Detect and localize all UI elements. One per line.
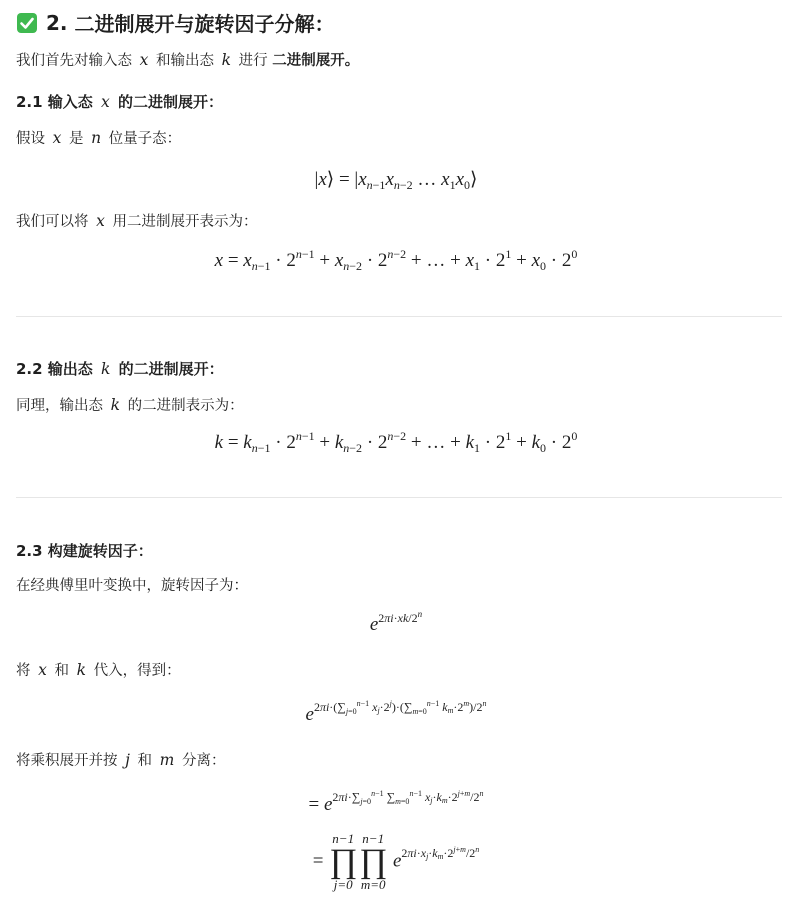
intro-text-1: 我们首先对输入态 (16, 53, 132, 69)
equation-substituted: $e^{2\pi i\cdot(\sum_{j=0}^{n-1} x_j\cdot 2^j)\cdot(\sum_{m=0}^{n-1} k_m\cdot 2^m)/2^n}$ (305, 699, 487, 725)
equation-ket-x: |x⟩ = $|x_{n-1}x_{n-2}$ … $x_1x_0⟩$ (314, 169, 478, 192)
text: 是 (68, 131, 84, 147)
equation-x-binary: $x = x_{n-1} \cdot 2^{n-1} + x_{n-2} \cdot 2^{n-2}$ + … + $x_1 \cdot 2^1 + x_0 \cdot 2^0$ (214, 247, 578, 273)
paragraph-2-3-c (16, 750, 225, 771)
text: 在经典傅里叶变换中，旋转因子为： (16, 578, 248, 594)
var-k: k (101, 360, 111, 378)
text: 代入，得到： (93, 663, 181, 679)
var-n: n (91, 129, 102, 147)
heading-text: 2.2 输出态 (16, 360, 93, 378)
check-mark-button-icon (16, 12, 38, 34)
text: 和 (137, 753, 153, 769)
intro-bold-text: 二进制展开。 (272, 53, 360, 69)
var-x: x (96, 212, 105, 230)
subsection-heading-2-2 (16, 359, 224, 379)
text: 用二进制展开表示为： (112, 214, 258, 230)
product-m: n−1 ∏ m=0 (359, 831, 388, 892)
paragraph-2-1-b (16, 211, 257, 232)
var-j: j (125, 751, 130, 769)
var-k: k (76, 661, 86, 679)
heading-text: 2.3 构建旋转因子： (16, 542, 153, 560)
var-x: x (38, 661, 47, 679)
paragraph-2-2 (16, 395, 244, 416)
product-j: n−1 ∏ j=0 (329, 831, 358, 892)
section-title: 二进制展开与旋转因子分解： (74, 12, 335, 36)
var-x: x (139, 51, 149, 69)
section-heading (16, 8, 334, 37)
text: 位量子态： (108, 131, 182, 147)
heading-text: 2.1 输入态 (16, 93, 93, 111)
var-k: k (221, 51, 231, 69)
subsection-heading-2-1 (16, 92, 223, 112)
equation-k-binary: $k = k_{n-1} \cdot 2^{n-1} + k_{n-2} \cdot 2^{n-2}$ + … + $k_1 \cdot 2^1 + k_0 \cdot 2^0$ (214, 429, 578, 455)
text: 我们可以将 (16, 214, 89, 230)
text: 分离： (181, 753, 226, 769)
paragraph-2-3-b (16, 660, 181, 681)
heading-text: 的二进制展开： (118, 360, 224, 378)
paragraph-2-3-a (16, 576, 248, 596)
intro-paragraph (16, 50, 359, 71)
equation-rotation-factor: $e^{2\pi i\cdot xk/2^n}$ (369, 609, 423, 635)
intro-text-2: 和输出态 (155, 53, 214, 69)
var-m: m (159, 751, 175, 769)
var-k: k (110, 396, 121, 414)
text: 的二进制表示为： (127, 398, 244, 414)
divider (16, 316, 782, 317)
equation-double-product: = n−1 ∏ j=0 n−1 ∏ m=0 $e^{2\pi i\cdot x_j\cdot k_m\cdot 2^{j+m}/2^n}$ (312, 831, 480, 892)
section-number: 2. (46, 10, 68, 35)
subsection-heading-2-3 (16, 541, 153, 561)
paragraph-2-1-a (16, 128, 181, 149)
heading-text: 的二进制展开： (118, 93, 224, 111)
text: 将 (16, 663, 31, 679)
intro-text-3: 进行 (238, 53, 268, 69)
text: 同理，输出态 (16, 398, 103, 414)
equation-double-sum: = $e^{2\pi i\cdot\sum_{j=0}^{n-1} \sum_{m=0}^{n-1} x_j\cdot k_m\cdot 2^{j+m}/2^n}$ (308, 789, 484, 815)
text: 假设 (16, 131, 45, 147)
text: 和 (54, 663, 69, 679)
var-x: x (52, 129, 62, 147)
text: 将乘积展开并按 (16, 753, 118, 769)
var-x: x (101, 93, 110, 111)
divider (16, 497, 782, 498)
